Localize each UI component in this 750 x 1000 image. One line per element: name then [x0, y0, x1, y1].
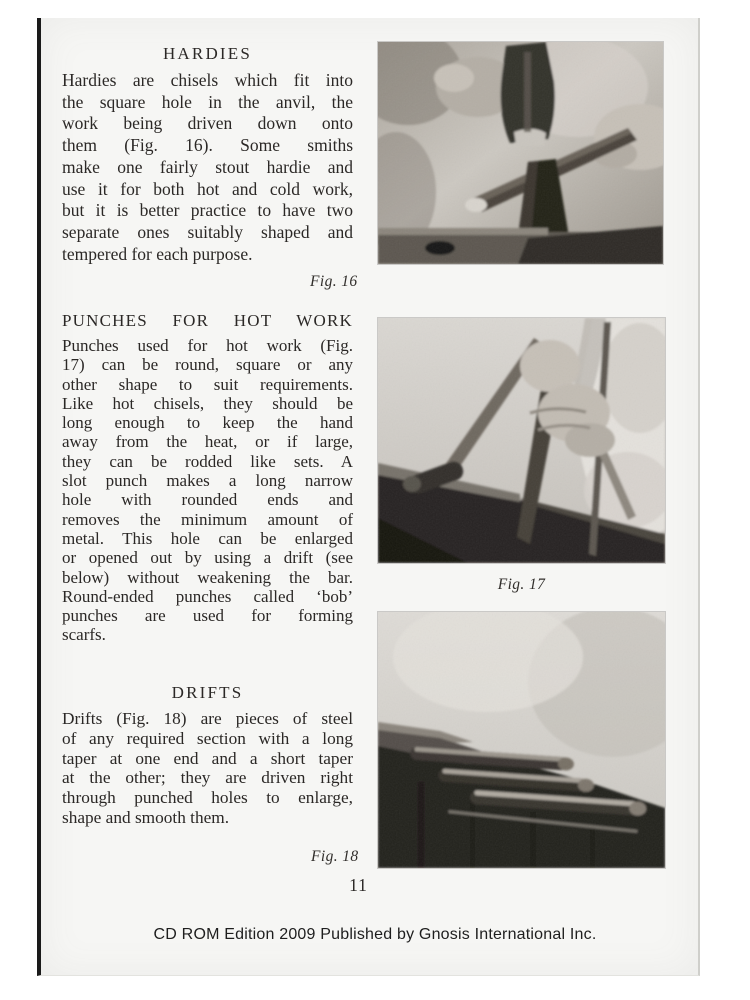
- paragraph-punches: [62, 336, 353, 645]
- text-line: separate ones suitably shaped and: [62, 221, 353, 242]
- text-line: at the other; they are driven right: [62, 768, 353, 788]
- text-line: scarfs.: [62, 625, 106, 645]
- paragraph-hardies: [62, 70, 353, 265]
- text-line: they can be rodded like sets. A: [62, 451, 353, 471]
- text-line: or opened out by using a drift (see: [62, 548, 353, 568]
- text-line: them (Fig. 16). Some smiths: [62, 135, 353, 156]
- text-line: shape and smooth them.: [62, 807, 230, 827]
- section-heading-punches: PUNCHES FOR HOT WORK: [62, 311, 353, 330]
- text-line: hole with rounded ends and: [62, 490, 353, 510]
- text-line: slot punch makes a long narrow: [62, 471, 353, 491]
- page-number: 11: [349, 875, 368, 895]
- text-line: through punched holes to enlarge,: [62, 788, 353, 808]
- text-line: 17) can be round, square or any: [62, 355, 353, 375]
- text-line: other shape to suit requirements.: [62, 374, 353, 394]
- text-line: removes the minimum amount of: [62, 509, 353, 529]
- scanned-page: [37, 18, 700, 976]
- text-line: but it is better practice to have two: [62, 200, 353, 221]
- figure17-caption: Fig. 17: [497, 576, 546, 593]
- figure18-caption: Fig. 18: [311, 848, 359, 865]
- figure16-caption: Fig. 16: [310, 273, 358, 290]
- text-line: work being driven down onto: [62, 113, 353, 134]
- text-line: punches are used for forming: [62, 606, 353, 626]
- text-line: long enough to keep the hand: [62, 413, 353, 433]
- edition-footer: CD ROM Edition 2009 Published by Gnosis International Inc.: [153, 926, 597, 943]
- text-line: Drifts (Fig. 18) are pieces of steel: [62, 709, 353, 728]
- text-line: Punches used for hot work (Fig.: [62, 336, 353, 355]
- text-line: below) without weakening the bar.: [62, 567, 353, 587]
- section-heading-drifts: DRIFTS: [171, 683, 244, 702]
- figure16-photo: [378, 42, 663, 264]
- text-line: taper at one end and a short taper: [62, 748, 353, 768]
- text-line: Like hot chisels, they should be: [62, 393, 353, 413]
- figure18-photo: [378, 612, 665, 868]
- fig16-illustration: [378, 42, 663, 264]
- section-heading-hardies: HARDIES: [162, 44, 253, 63]
- text-line: metal. This hole can be enlarged: [62, 528, 353, 548]
- fig17-illustration: [378, 318, 665, 563]
- text-line: make one fairly stout hardie and: [62, 156, 353, 177]
- figure17-photo: [378, 318, 665, 563]
- paragraph-drifts: [62, 709, 353, 828]
- text-line: the square hole in the anvil, the: [62, 91, 353, 112]
- text-line: away from the heat, or if large,: [62, 432, 353, 452]
- text-line: Round-ended punches called ‘bob’: [62, 586, 353, 606]
- text-line: of any required section with a long: [62, 728, 353, 748]
- text-line: tempered for each purpose.: [62, 243, 253, 264]
- text-line: use it for both hot and cold work,: [62, 178, 353, 199]
- fig18-illustration: [378, 612, 665, 868]
- text-line: Hardies are chisels which fit into: [62, 70, 353, 90]
